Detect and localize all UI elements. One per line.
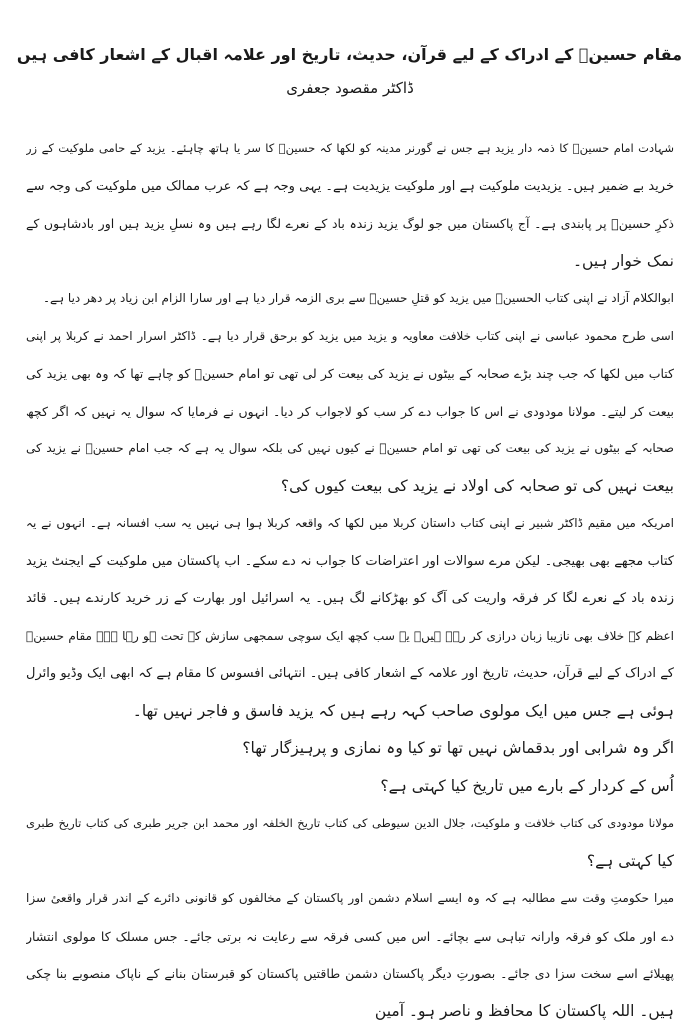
body-text-line: امریکہ میں مقیم ڈاکٹر شبیر نے اپنی کتاب داستان کربلا میں لکھا کہ واقعہ کربلا ہوا ہی نہیں یہ سب افسانہ ہے۔ انہوں نے یہ bbox=[26, 516, 674, 530]
body-text-line: ہیں۔ اللہ پاکستان کا محافظ و ناصر ہو۔ آمین bbox=[374, 1001, 674, 1020]
body-text-line: پھیلائے اسے سخت سزا دی جائے۔ بصورتِ دیگر پاکستان دشمن طاقتیں پاکستان کو قبرستان بنانے کے ناپاک منصوبے بنا چکی bbox=[26, 966, 674, 981]
body-text-line: اعظم کے خلاف بھی نازیبا زبان درازی کر رہے ہیں۔ یہ سب کچھ ایک سوچی سمجھی سازش کے تحت ہو رہا ہے۔ مقام حسینؑ bbox=[26, 628, 674, 643]
article-body bbox=[26, 130, 674, 1030]
body-text-line: اُس کے کردار کے بارے میں تاریخ کیا کہتی ہے؟ bbox=[380, 776, 674, 795]
body-text-line: کتاب مجھے بھی بھیجی۔ لیکن مرے سوالات اور اعتراضات کا جواب نہ دے سکے۔ اب پاکستان میں ملوکیت کے ایجنٹ یزید bbox=[26, 553, 674, 569]
body-text-line: بیعت کر لیتے۔ مولانا مودودی نے اس کا جواب دے کر سب کو لاجواب کر دیا۔ انہوں نے فرمایا کہ سوال یہ نہیں کہ اگر کچھ bbox=[26, 403, 674, 419]
body-text-line: شہادت امام حسینؑ کا ذمہ دار یزید ہے جس نے گورنر مدینہ کو لکھا کہ حسینؑ کا سر یا ہاتھ چاہئے۔ یزید کے حامی ملوکیت کے زر bbox=[26, 141, 674, 155]
body-text-line: صحابہ کے بیٹوں نے یزید کی بیعت کی تھی تو امام حسینؑ نے کیوں نہیں کی بلکہ سوال یہ ہے کہ جب امام حسینؑ نے یزید کی bbox=[26, 441, 674, 455]
body-text-line: نمک خوار ہیں۔ bbox=[572, 251, 674, 270]
body-text-line: ہوئی ہے جس میں ایک مولوی صاحب کہہ رہے ہیں کہ یزید فاسق و فاجر نہیں تھا۔ bbox=[132, 701, 674, 720]
body-text-line: مولانا مودودی کی کتاب خلافت و ملوکیت، جلال الدین سیوطی کی کتاب تاریخ الخلفہ اور محمد ابن جریر طبری کی کتاب تاریخ طبری bbox=[26, 816, 674, 830]
body-text-line: دے اور ملک کو فرقہ وارانہ تباہی سے بچائے۔ اس میں کسی فرقہ سے رعایت نہ برتی جائے۔ جس مسلک کا مولوی انتشار bbox=[26, 928, 674, 944]
body-text-line: ذکرِ حسینؑ پر پابندی ہے۔ آج پاکستان میں جو لوگ یزید زندہ باد کے نعرے لگا رہے ہیں وہ نسلِ یزید ہیں اور بادشاہوں کے bbox=[26, 216, 674, 231]
body-text-line: خرید بے ضمیر ہیں۔ یزیدیت ملوکیت ہے اور ملوکیت یزیدیت ہے۔ یہی وجہ ہے کہ عرب ممالک میں ملوکیت کی وجہ سے bbox=[26, 178, 674, 194]
body-text-line: ابوالکلام آزاد نے اپنی کتاب الحسینؑ میں یزید کو قتلِ حسینؑ سے بری الزمہ قرار دیا ہے اور سارا الزام ابن زیاد پر دھر دیا ہے۔ bbox=[43, 291, 674, 305]
article-title: مقام حسینؑ کے ادراک کے لیے قرآن، حدیث، تاریخ اور علامہ اقبال کے اشعار کافی ہیں bbox=[16, 45, 682, 64]
body-text-line: زندہ باد کے نعرے لگا کر فرقہ واریت کی آگ کو بھڑکانے لگ ہیں۔ یہ اسرائیل اور بھارت کے زر خرید کارندے ہیں۔ قائد bbox=[26, 591, 674, 606]
body-text-line: بیعت نہیں کی تو صحابہ کی اولاد نے یزید کی بیعت کیوں کی؟ bbox=[280, 476, 674, 495]
article-author: ڈاکٹر مقصود جعفری bbox=[286, 79, 414, 97]
body-text-line: میرا حکومتِ وقت سے مطالبہ ہے کہ وہ ایسے اسلام دشمن اور پاکستان کے مخالفوں کو قانونی دائرے کے اندر قرار واقعیٔ سزا bbox=[26, 891, 674, 905]
body-text-line: اسی طرح محمود عباسی نے اپنی کتاب خلافت معاویہ و یزید میں یزید کو برحق قرار دیا ہے۔ ڈاکٹر اسرار احمد نے کربلا پر اپنی bbox=[26, 328, 674, 343]
body-text-line: کیا کہتی ہے؟ bbox=[586, 851, 674, 870]
body-text-line: اگر وہ شرابی اور بدقماش نہیں تھا تو کیا وہ نمازی و پرہیزگار تھا؟ bbox=[242, 739, 674, 757]
body-text-line: کے ادراک کے لیے قرآن، حدیث، تاریخ اور علامہ کے اشعار کافی ہیں۔ انتہائی افسوس کا مقام ہے کہ ابھی ایک وڈیو وائرل bbox=[26, 666, 674, 681]
body-text-line: کتاب میں لکھا کہ جب چند بڑے صحابہ کے بیٹوں نے یزید کی بیعت کر لی تھی تو امام حسینؑ کو چاہے تھا کہ وہ بھی یزید کی bbox=[26, 366, 674, 381]
